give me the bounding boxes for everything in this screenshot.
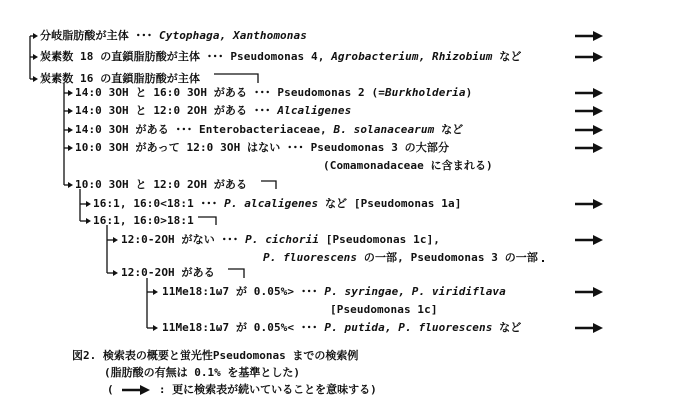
- couplet-10-3oh-12-2oh: 10:0 3OH と 12:0 2OH がある: [75, 178, 248, 191]
- continue-arrow-icon: [575, 88, 603, 98]
- couplet-comamonadaceae-note: (Comamonadaceae に含まれる): [323, 159, 493, 172]
- couplet-c16-straight-chain: 炭素数 16 の直鎖脂肪酸が主体: [40, 72, 201, 85]
- couplet-16-1-greater: 16:1, 16:0>18:1: [93, 214, 194, 227]
- couplet-14-3oh-16-3oh: 14:0 3OH と 16:0 3OH がある ･･･ Pseudomonas 2 (=Burkholderia): [75, 86, 473, 99]
- continue-arrow-icon: [575, 143, 603, 153]
- continue-arrow-icon: [575, 199, 603, 209]
- figure-caption-legend: ( : 更に検索表が続いていることを意味する): [107, 383, 377, 396]
- couplet-14-3oh-only: 14:0 3OH がある ･･･ Enterobacteriaceae, B. solanacearum など: [75, 123, 464, 136]
- couplet-11me-less: 11Me18:1ω7 が 0.05%> ･･･ P. syringae, P. viridiflava: [162, 285, 506, 298]
- couplet-11me-less-group: [Pseudomonas 1c]: [330, 303, 438, 316]
- continue-arrow-icon: [575, 106, 603, 116]
- couplet-14-3oh-12-2oh: 14:0 3OH と 12:0 2OH がある ･･･ Alcaligenes: [75, 104, 352, 117]
- figure-caption-title: 図2. 検索表の概要と蛍光性Pseudomonas までの検索例: [72, 349, 359, 362]
- legend-arrow-icon: [122, 385, 150, 395]
- continue-arrow-icon: [575, 52, 603, 62]
- continue-arrow-icon: [575, 31, 603, 41]
- figure-caption-note: (脂肪酸の有無は 0.1% を基準とした): [104, 366, 300, 379]
- couplet-11me-greater: 11Me18:1ω7 が 0.05%< ･･･ P. putida, P. fluorescens など: [162, 321, 522, 334]
- couplet-16-1-less: 16:1, 16:0<18:1 ･･･ P. alcaligenes など [Pseudomonas 1a]: [93, 197, 462, 210]
- couplet-has-12-2oh: 12:0-2OH がある: [121, 266, 215, 279]
- couplet-10-3oh-no-12-3oh: 10:0 3OH があって 12:0 3OH はない ･･･ Pseudomonas 3 の大部分: [75, 141, 450, 154]
- couplet-branched-fatty-acid: 分岐脂肪酸が主体 ･･･ Cytophaga, Xanthomonas: [40, 29, 307, 42]
- continue-arrow-icon: [575, 287, 603, 297]
- couplet-c18-straight-chain: 炭素数 18 の直鎖脂肪酸が主体 ･･･ Pseudomonas 4, Agrobacterium, Rhizobium など: [40, 50, 522, 63]
- continue-arrow-icon: [575, 235, 603, 245]
- continue-arrow-icon: [575, 125, 603, 135]
- couplet-no-12-2oh-cont: P. fluorescens の一部, Pseudomonas 3 の一部: [263, 251, 539, 264]
- couplet-no-12-2oh: 12:0-2OH がない ･･･ P. cichorii [Pseudomonas 1c],: [121, 233, 441, 246]
- continue-arrow-icon: [575, 323, 603, 333]
